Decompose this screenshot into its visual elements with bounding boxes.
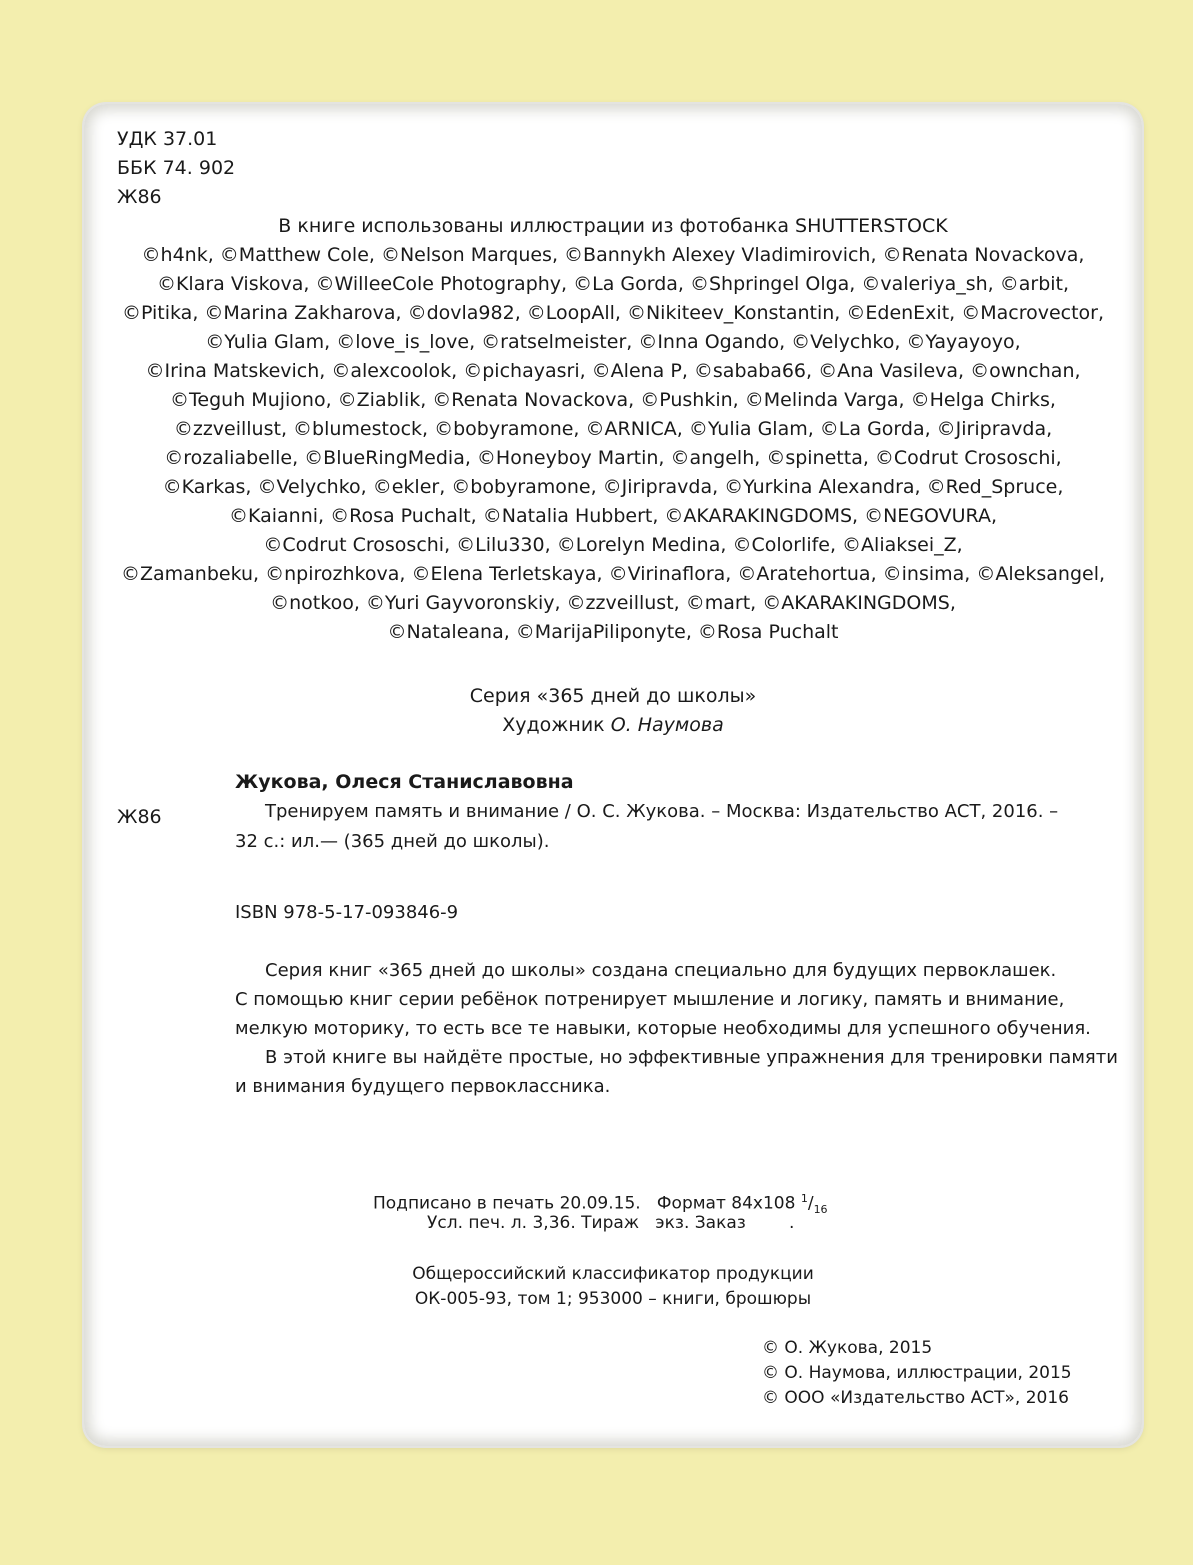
annotation-line: С помощью книг серии ребёнок потренирует мышление и логику, память и внимание, — [235, 989, 1065, 1010]
bbk-code: ББК 74. 902 — [117, 157, 236, 179]
credits-line: ©Yulia Glam, ©love_is_love, ©ratselmeister, ©Inna Ogando, ©Velychko, ©Yayayoyo, — [205, 331, 1021, 353]
credits-line: ©h4nk, ©Matthew Cole, ©Nelson Marques, ©Bannykh Alexey Vladimirovich, ©Renata Novackova, — [141, 244, 1085, 266]
credits-line: ©Codrut Crososchi, ©Lilu330, ©Lorelyn Medina, ©Colorlife, ©Aliaksei_Z, — [263, 534, 963, 556]
format-separator: / — [807, 1193, 814, 1214]
isbn: ISBN 978-5-17-093846-9 — [235, 902, 459, 923]
credits-line: ©rozaliabelle, ©BlueRingMedia, ©Honeyboy Martin, ©angelh, ©spinetta, ©Codrut Crososchi, — [164, 447, 1062, 469]
credits-line: ©Nataleana, ©MarijaPiliponyte, ©Rosa Puchalt — [387, 621, 839, 643]
author-name: Жукова, Олеся Станиславовна — [235, 771, 574, 793]
bib-description-line1: Тренируем память и внимание / О. С. Жукова. – Москва: Издательство АСТ, 2016. – — [265, 801, 1059, 822]
annotation-line: В этой книге вы найдёте простые, но эффективные упражнения для тренировки памяти — [265, 1047, 1118, 1068]
imprint-print-details: Усл. печ. л. 3,36. Тираж экз. Заказ . — [427, 1213, 795, 1233]
classifier-line2: ОК-005-93, том 1; 953000 – книги, брошюры — [414, 1289, 812, 1309]
format-denominator: 16 — [813, 1203, 828, 1217]
credits-line: ©Pitika, ©Marina Zakharova, ©dovla982, ©LoopAll, ©Nikiteev_Konstantin, ©EdenExit, ©Macrovector, — [121, 302, 1105, 324]
credits-line: ©Kaianni, ©Rosa Puchalt, ©Natalia Hubbert, ©AKARAKINGDOMS, ©NEGOVURA, — [228, 505, 998, 527]
credits-intro: В книге использованы иллюстрации из фотобанка SHUTTERSTOCK — [278, 215, 948, 237]
credits-line: ©Zamanbeku, ©npirozhkova, ©Elena Terletskaya, ©Virinaflora, ©Aratehortua, ©insima, ©Aleksangel, — [120, 563, 1106, 585]
author-sign-code: Ж86 — [117, 186, 162, 208]
annotation-line: мелкую моторику, то есть все те навыки, которые необходимы для успешного обучения. — [235, 1018, 1091, 1039]
credits-line: ©Klara Viskova, ©WilleeCole Photography, ©La Gorda, ©Shpringel Olga, ©valeriya_sh, ©arbit, — [156, 273, 1070, 295]
bib-description-line2: 32 с.: ил.— (365 дней до школы). — [235, 831, 550, 852]
credits-line: ©zzveillust, ©blumestock, ©bobyramone, ©ARNICA, ©Yulia Glam, ©La Gorda, ©Jiripravda, — [173, 418, 1053, 440]
illustration-credits — [84, 212, 1142, 647]
credits-line: ©Karkas, ©Velychko, ©ekler, ©bobyramone, ©Jiripravda, ©Yurkina Alexandra, ©Red_Spruce, — [162, 476, 1064, 498]
artist-label: Художник — [502, 714, 605, 736]
copyright-line: © ООО «Издательство АСТ», 2016 — [762, 1388, 1069, 1408]
annotation-line: и внимания будущего первоклассника. — [235, 1076, 611, 1097]
signed-date: Подписано в печать 20.09.15. — [373, 1193, 641, 1214]
credits-line: ©Teguh Mujiono, ©Ziablik, ©Renata Novackova, ©Pushkin, ©Melinda Varga, ©Helga Chirks, — [170, 389, 1056, 411]
series-title: Серия «365 дней до школы» — [469, 685, 757, 707]
udk-code: УДК 37.01 — [117, 128, 218, 150]
copyright-line: © О. Жукова, 2015 — [762, 1338, 933, 1358]
copyright-line: © О. Наумова, иллюстрации, 2015 — [762, 1363, 1072, 1383]
artist-credit — [84, 711, 1142, 740]
classifier-line1: Общероссийский классификатор продукции — [412, 1264, 814, 1284]
annotation-line: Серия книг «365 дней до школы» создана специально для будущих первоклашек. — [265, 960, 1057, 981]
artist-name: О. Наумова — [610, 714, 724, 736]
format-label: Формат 84х108 — [656, 1193, 796, 1214]
format-numerator: 1 — [800, 1192, 808, 1205]
bib-code: Ж86 — [117, 806, 162, 828]
credits-line: ©notkoo, ©Yuri Gayvoronskiy, ©zzveillust, ©mart, ©AKARAKINGDOMS, — [270, 592, 956, 614]
credits-line: ©Irina Matskevich, ©alexcoolok, ©pichayasri, ©Alena P, ©sababa66, ©Ana Vasileva, ©ownchan, — [145, 360, 1081, 382]
